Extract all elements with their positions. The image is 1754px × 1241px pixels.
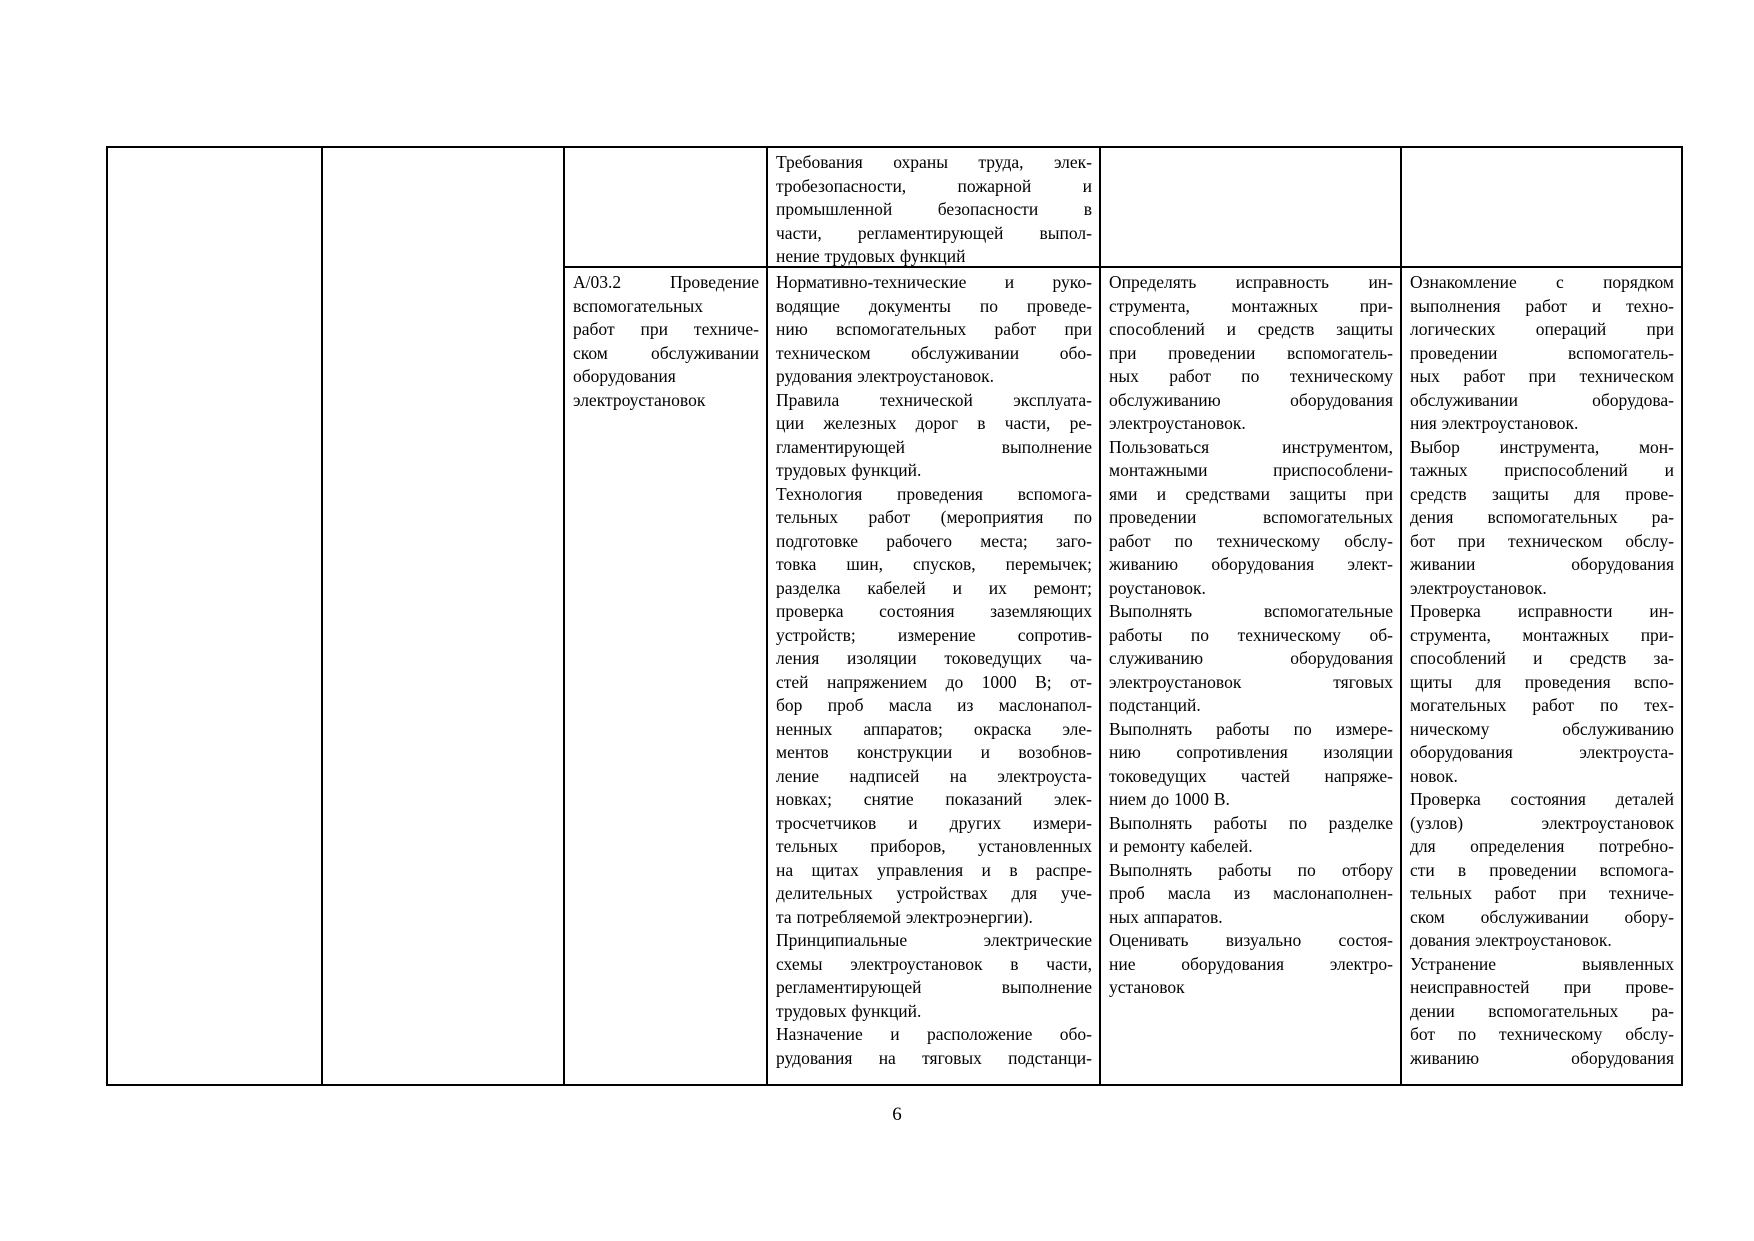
text-line: ных работ при техническом [1410, 366, 1674, 386]
text-line: товка шин, спусков, перемычек; [776, 554, 1092, 574]
text-line: неисправностей при прове- [1410, 977, 1674, 997]
text-line: сти в проведении вспомога- [1410, 859, 1674, 880]
text-line: оборудования электроуста- [1410, 742, 1674, 762]
text-line: обслуживании оборудова- [1410, 389, 1674, 410]
text-line: делительных устройствах для уче- [776, 883, 1092, 903]
text-line: ления изоляции токоведущих ча- [776, 648, 1092, 668]
text-line: рудования на тяговых подстанци- [776, 1047, 1092, 1068]
text-line: монтажными приспособлени- [1109, 460, 1393, 480]
text-line: стей напряжением до 1000 В; от- [776, 671, 1092, 692]
text-line: ных аппаратов. [1109, 906, 1223, 927]
text-line: новках; снятие показаний элек- [776, 789, 1092, 809]
text-line: живанию оборудования [1410, 1047, 1674, 1068]
text-line: способлений и средств защиты [1109, 319, 1393, 339]
text-line: служиванию оборудования [1109, 648, 1393, 668]
text-line: схемы электроустановок в части, [776, 953, 1092, 974]
experience-cell [1402, 268, 1681, 1084]
text-line: работ по техническому обслу- [1109, 530, 1393, 551]
text-line: бор проб масла из маслонапол- [776, 695, 1092, 715]
text-line: способлений и средств за- [1410, 648, 1674, 668]
text-line: та потребляемой электроэнергии). [776, 906, 1033, 927]
text-line: устройств; измерение сопротив- [776, 624, 1092, 645]
text-line: ния электроустановок. [1410, 413, 1579, 433]
text-line: электроустановок тяговых [1109, 671, 1393, 692]
text-line: проведении вспомогатель- [1410, 342, 1674, 363]
text-line: Устранение выявленных [1410, 953, 1674, 974]
text-line: рудования электроустановок. [776, 366, 994, 386]
text-line: ментов конструкции и возобнов- [776, 742, 1092, 762]
text-line: роустановок. [1109, 577, 1206, 598]
text-line: щиты для проведения вспо- [1410, 671, 1674, 692]
text-line: Ознакомление с порядком [1410, 272, 1674, 292]
knowledge-cell [768, 268, 1101, 1084]
text-line: ском обслуживании обору- [1410, 906, 1674, 927]
text-line: техническом обслуживании обо- [776, 342, 1092, 363]
text-line: ление надписей на электроуста- [776, 765, 1092, 786]
generalized-labor-function-cell [108, 148, 323, 1084]
text-line: Пользоваться инструментом, [1109, 436, 1393, 457]
text-line: электроустановок [573, 389, 706, 410]
text-line: тробезопасности, пожарной и [776, 175, 1092, 196]
labor-function-cell [323, 148, 565, 1084]
knowledge-continued-cell [768, 148, 1101, 268]
text-line: Выполнять работы по измере- [1109, 718, 1393, 739]
text-line: логических операций при [1410, 319, 1674, 339]
text-line: живанию оборудования элект- [1109, 554, 1393, 574]
text-line: работы по техническому об- [1109, 624, 1393, 645]
text-line: нием до 1000 В. [1109, 789, 1230, 809]
text-line: дения вспомогательных ра- [1410, 507, 1674, 527]
text-line: тельных работ (мероприятия по [776, 507, 1092, 527]
text-line: Выполнять работы по разделке [1109, 812, 1393, 833]
text-line: струмента, монтажных при- [1109, 295, 1393, 316]
text-line: Правила технической эксплуата- [776, 389, 1092, 410]
text-line: и ремонту кабелей. [1109, 836, 1253, 856]
text-line: установок [1109, 977, 1185, 997]
text-line: Проверка исправности ин- [1410, 601, 1674, 621]
text-line: на щитах управления и в распре- [776, 859, 1092, 880]
text-line: проведении вспомогательных [1109, 507, 1393, 527]
text-line: живании оборудования [1410, 554, 1674, 574]
text-line: тросчетчиков и других измери- [776, 812, 1092, 833]
text-line: оборудования [573, 366, 676, 386]
text-line: для определения потребно- [1410, 836, 1674, 856]
text-line: водящие документы по проведе- [776, 295, 1092, 316]
text-line: проверка состояния заземляющих [776, 601, 1092, 621]
text-line: Назначение и расположение обо- [776, 1024, 1092, 1044]
page-number: 6 [892, 1104, 902, 1125]
function-code-cell [565, 268, 768, 1084]
text-line: вспомогательных [573, 295, 704, 316]
text-line: ническому обслуживанию [1410, 718, 1674, 739]
text-line: ции железных дорог в части, ре- [776, 413, 1092, 433]
text-line: А/03.2 Проведение [573, 272, 759, 292]
text-line: электроустановок. [1109, 413, 1246, 433]
text-line: могательных работ по тех- [1410, 695, 1674, 715]
text-line: новок. [1410, 765, 1458, 786]
text-line: работ при техниче- [573, 319, 759, 339]
text-line: нение трудовых функций [776, 246, 966, 266]
text-line: ями и средствами защиты при [1109, 483, 1393, 504]
text-line: Принципиальные электрические [776, 930, 1092, 950]
text-line: токоведущих частей напряже- [1109, 765, 1393, 786]
text-line: тажных приспособлений и [1410, 460, 1674, 480]
text-line: тельных работ при техниче- [1410, 883, 1674, 903]
skills-cell-row1 [1101, 148, 1402, 268]
text-line: бот по техническому обслу- [1410, 1024, 1674, 1044]
text-line: при проведении вспомогатель- [1109, 342, 1393, 363]
text-line: выполнения работ и техно- [1410, 295, 1674, 316]
text-line: нию сопротивления изоляции [1109, 742, 1393, 762]
text-line: подстанций. [1109, 695, 1201, 715]
text-line: проб масла из маслонаполнен- [1109, 883, 1393, 903]
text-line: регламентирующей выполнение [776, 977, 1092, 997]
text-line: Проверка состояния деталей [1410, 789, 1674, 809]
text-line: гламентирующей выполнение [776, 436, 1092, 457]
text-line: Выполнять работы по отбору [1109, 859, 1393, 880]
text-line: трудовых функций. [776, 460, 922, 480]
text-line: трудовых функций. [776, 1000, 922, 1021]
text-line: части, регламентирующей выпол- [776, 222, 1092, 243]
professional-standard-table [106, 146, 1683, 1086]
text-line: ненных аппаратов; окраска эле- [776, 718, 1092, 739]
experience-cell-row1 [1402, 148, 1681, 268]
text-line: подготовке рабочего места; заго- [776, 530, 1092, 551]
text-line: (узлов) электроустановок [1410, 812, 1674, 833]
text-line: промышленной безопасности в [776, 199, 1092, 219]
text-line: Выбор инструмента, мон- [1410, 436, 1674, 457]
text-line: дении вспомогательных ра- [1410, 1000, 1674, 1021]
text-line: обслуживанию оборудования [1109, 389, 1393, 410]
text-line: струмента, монтажных при- [1410, 624, 1674, 645]
text-line: тельных приборов, установленных [776, 836, 1092, 856]
text-line: ние оборудования электро- [1109, 953, 1393, 974]
text-line: электроустановок. [1410, 577, 1547, 598]
text-line: нию вспомогательных работ при [776, 319, 1092, 339]
text-line: Оценивать визуально состоя- [1109, 930, 1393, 950]
text-line: Определять исправность ин- [1109, 272, 1393, 292]
text-line: ском обслуживании [573, 342, 759, 363]
text-line: бот при техническом обслу- [1410, 530, 1674, 551]
text-line: дования электроустановок. [1410, 930, 1612, 950]
text-line: Выполнять вспомогательные [1109, 601, 1393, 621]
function-code-cell-row1 [565, 148, 768, 268]
text-line: Нормативно-технические и руко- [776, 272, 1092, 292]
skills-cell [1101, 268, 1402, 1084]
text-line: Технология проведения вспомога- [776, 483, 1092, 504]
text-line: Требования охраны труда, элек- [776, 152, 1092, 172]
text-line: средств защиты для прове- [1410, 483, 1674, 504]
text-line: разделка кабелей и их ремонт; [776, 577, 1092, 598]
text-line: ных работ по техническому [1109, 366, 1393, 386]
